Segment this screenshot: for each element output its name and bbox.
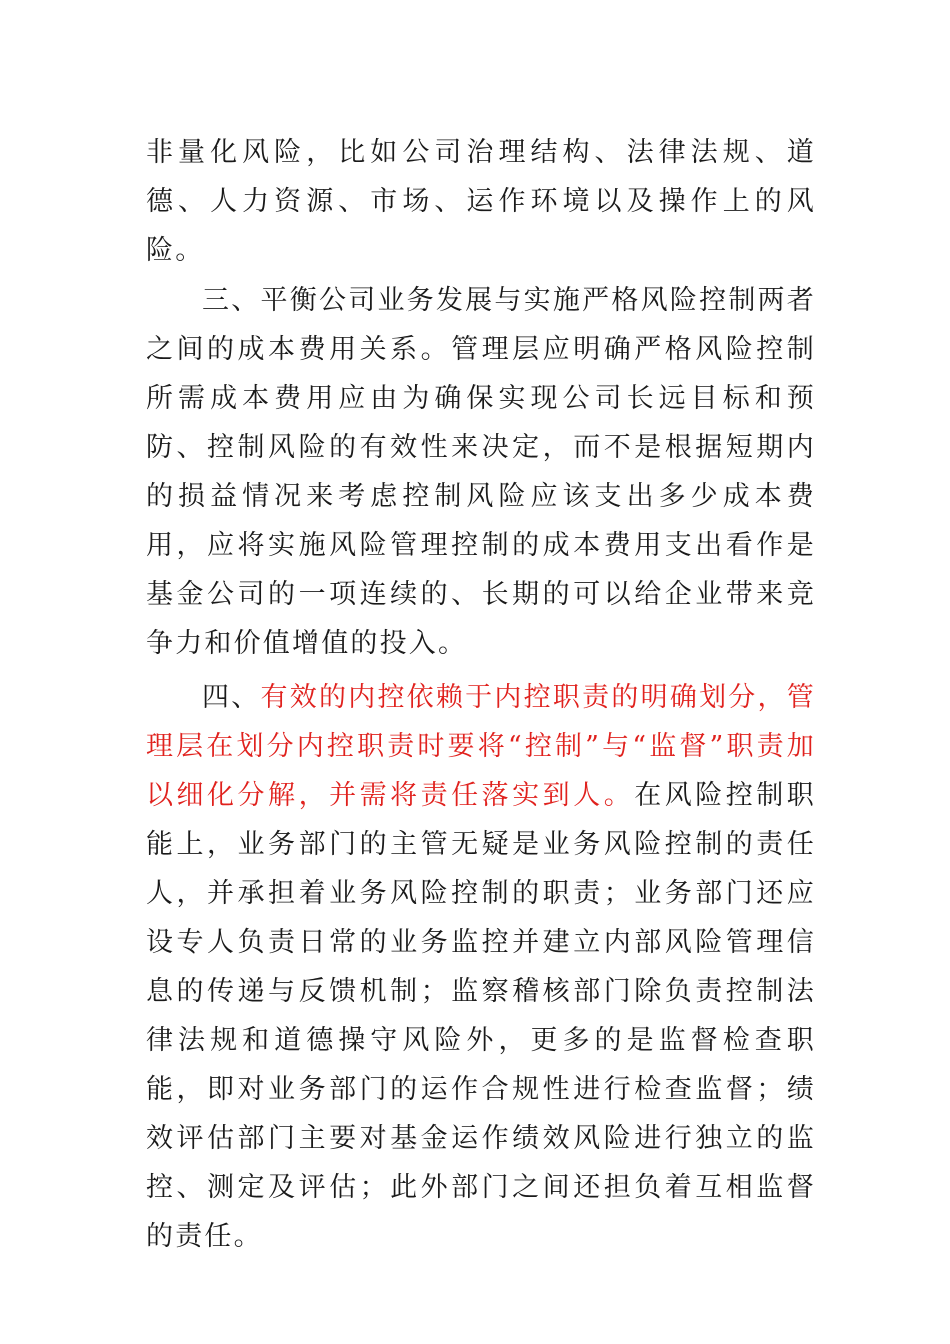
paragraph-section-four [146,673,816,1261]
paragraph-section-three: 三、平衡公司业务发展与实施严格风险控制两者之间的成本费用关系。管理层应明确严格风险控制所需成本费用应由为确保实现公司长远目标和预防、控制风险的有效性来决定，而不是根据短期内的损益情况来考虑控制风险应该支出多少成本费用，应将实施风险管理控制的成本费用支出看作是基金公司的一项连续的、长期的可以给企业带来竞争力和价值增值的投入。 [146,285,816,659]
highlighted-text: 有效的内控依赖于内控职责的明确划分，管理层在划分内控职责时要将“控制”与“监督”职责加以细化分解，并需将责任落实到人。 [146,682,816,811]
section-four-body: 在风险控制职能上，业务部门的主管无疑是业务风险控制的责任人，并承担着业务风险控制的职责；业务部门还应设专人负责日常的业务监控并建立内部风险管理信息的传递与反馈机制；监察稽核部门除负责控制法律法规和道德操守风险外，更多的是监督检查职能，即对业务部门的运作合规性进行检查监督；绩效评估部门主要对基金运作绩效风险进行独立的监控、测定及评估；此外部门之间还担负着互相监督的责任。 [146,780,817,1252]
section-four-prefix: 四、 [202,682,261,713]
paragraph-non-quantified-risk: 非量化风险，比如公司治理结构、法律法规、道德、人力资源、市场、运作环境以及操作上的风险。 [146,137,816,266]
